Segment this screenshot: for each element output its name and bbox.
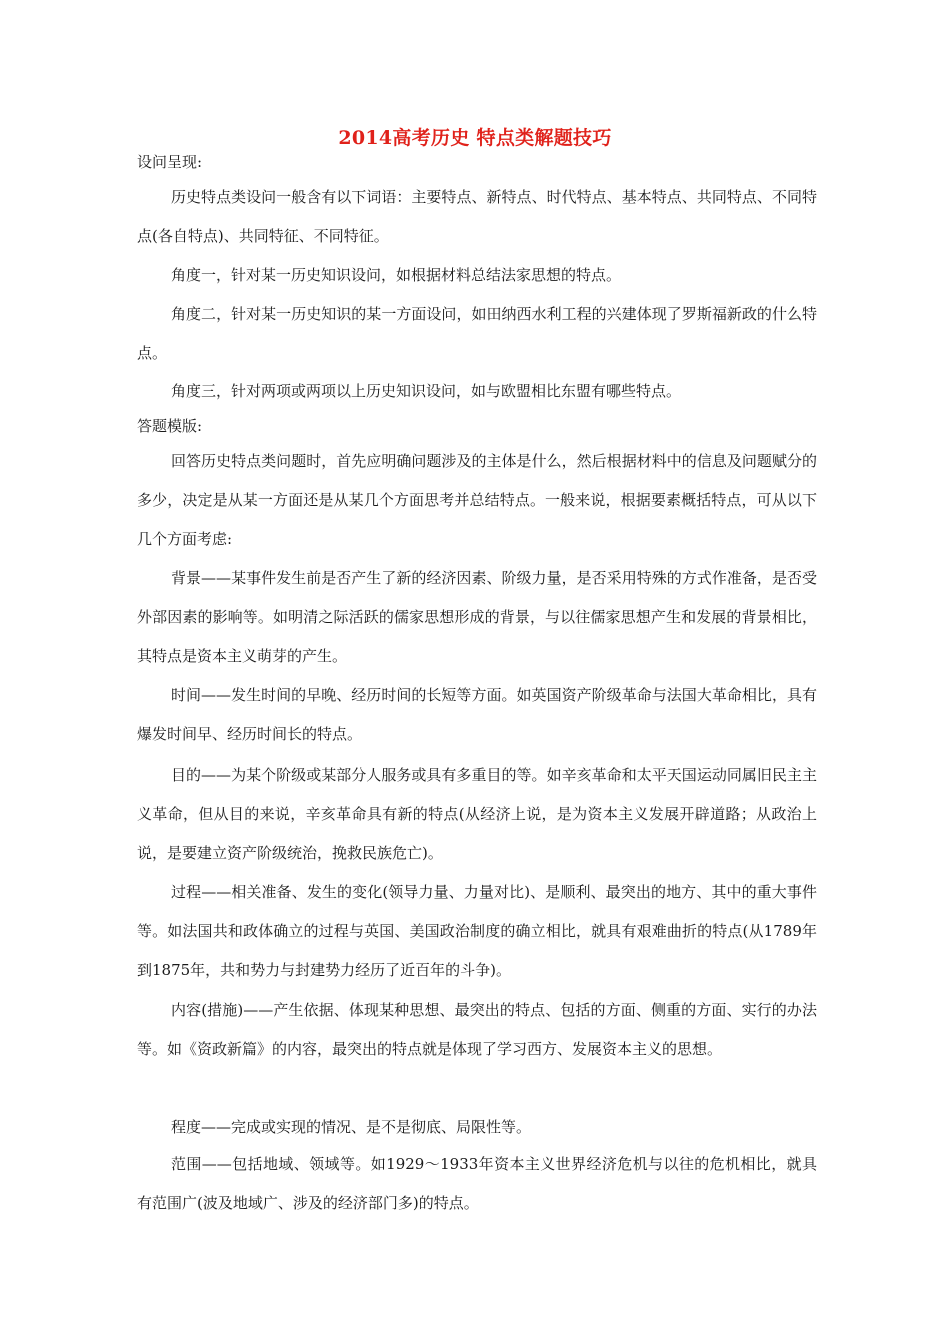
paragraph: 目的——为某个阶级或某部分人服务或具有多重目的等。如辛亥革命和太平天国运动同属旧民主主义革命，但从目的来说，辛亥革命具有新的特点(从经济上说，是为资本主义发展开辟道路；从政治上说，是要建立资产阶级统治，挽救民族危亡)。 [137, 766, 817, 863]
paragraph: 时间——发生时间的早晚、经历时间的长短等方面。如英国资产阶级革命与法国大革命相比，具有爆发时间早、经历时间长的特点。 [137, 686, 817, 744]
paragraph: 背景——某事件发生前是否产生了新的经济因素、阶级力量，是否采用特殊的方式作准备，是否受外部因素的影响等。如明清之际活跃的儒家思想形成的背景，与以往儒家思想产生和发展的背景相比，其特点是资本主义萌芽的产生。 [137, 569, 817, 666]
paragraph: 角度一，针对某一历史知识设问，如根据材料总结法家思想的特点。 [171, 266, 622, 284]
paragraph: 程度——完成或实现的情况、是不是彻底、局限性等。 [171, 1118, 532, 1136]
paragraph: 回答历史特点类问题时，首先应明确问题涉及的主体是什么，然后根据材料中的信息及问题赋分的多少，决定是从某一方面还是从某几个方面思考并总结特点。一般来说，根据要素概括特点，可从以下几个方面考虑: [137, 452, 817, 549]
paragraph: 过程——相关准备、发生的变化(领导力量、力量对比)、是顺利、最突出的地方、其中的重大事件等。如法国共和政体确立的过程与英国、美国政治制度的确立相比，就具有艰难曲折的特点(从1789年到1875年，共和势力与封建势力经历了近百年的斗争)。 [137, 883, 817, 980]
paragraph: 历史特点类设问一般含有以下词语：主要特点、新特点、时代特点、基本特点、共同特点、不同特点(各自特点)、共同特征、不同特征。 [137, 188, 817, 246]
section-label-question: 设问呈现: [137, 153, 203, 171]
paragraph: 角度二，针对某一历史知识的某一方面设问，如田纳西水利工程的兴建体现了罗斯福新政的什么特点。 [137, 305, 817, 363]
paragraph: 内容(措施)——产生依据、体现某种思想、最突出的特点、包括的方面、侧重的方面、实行的办法等。如《资政新篇》的内容，最突出的特点就是体现了学习西方、发展资本主义的思想。 [137, 1001, 817, 1059]
paragraph: 角度三，针对两项或两项以上历史知识设问，如与欧盟相比东盟有哪些特点。 [171, 382, 682, 400]
document-title: 2014高考历史 特点类解题技巧 [338, 127, 612, 149]
section-label-answer: 答题模版: [137, 417, 203, 435]
paragraph: 范围——包括地域、领域等。如1929～1933年资本主义世界经济危机与以往的危机相比，就具有范围广(波及地域广、涉及的经济部门多)的特点。 [137, 1155, 817, 1213]
